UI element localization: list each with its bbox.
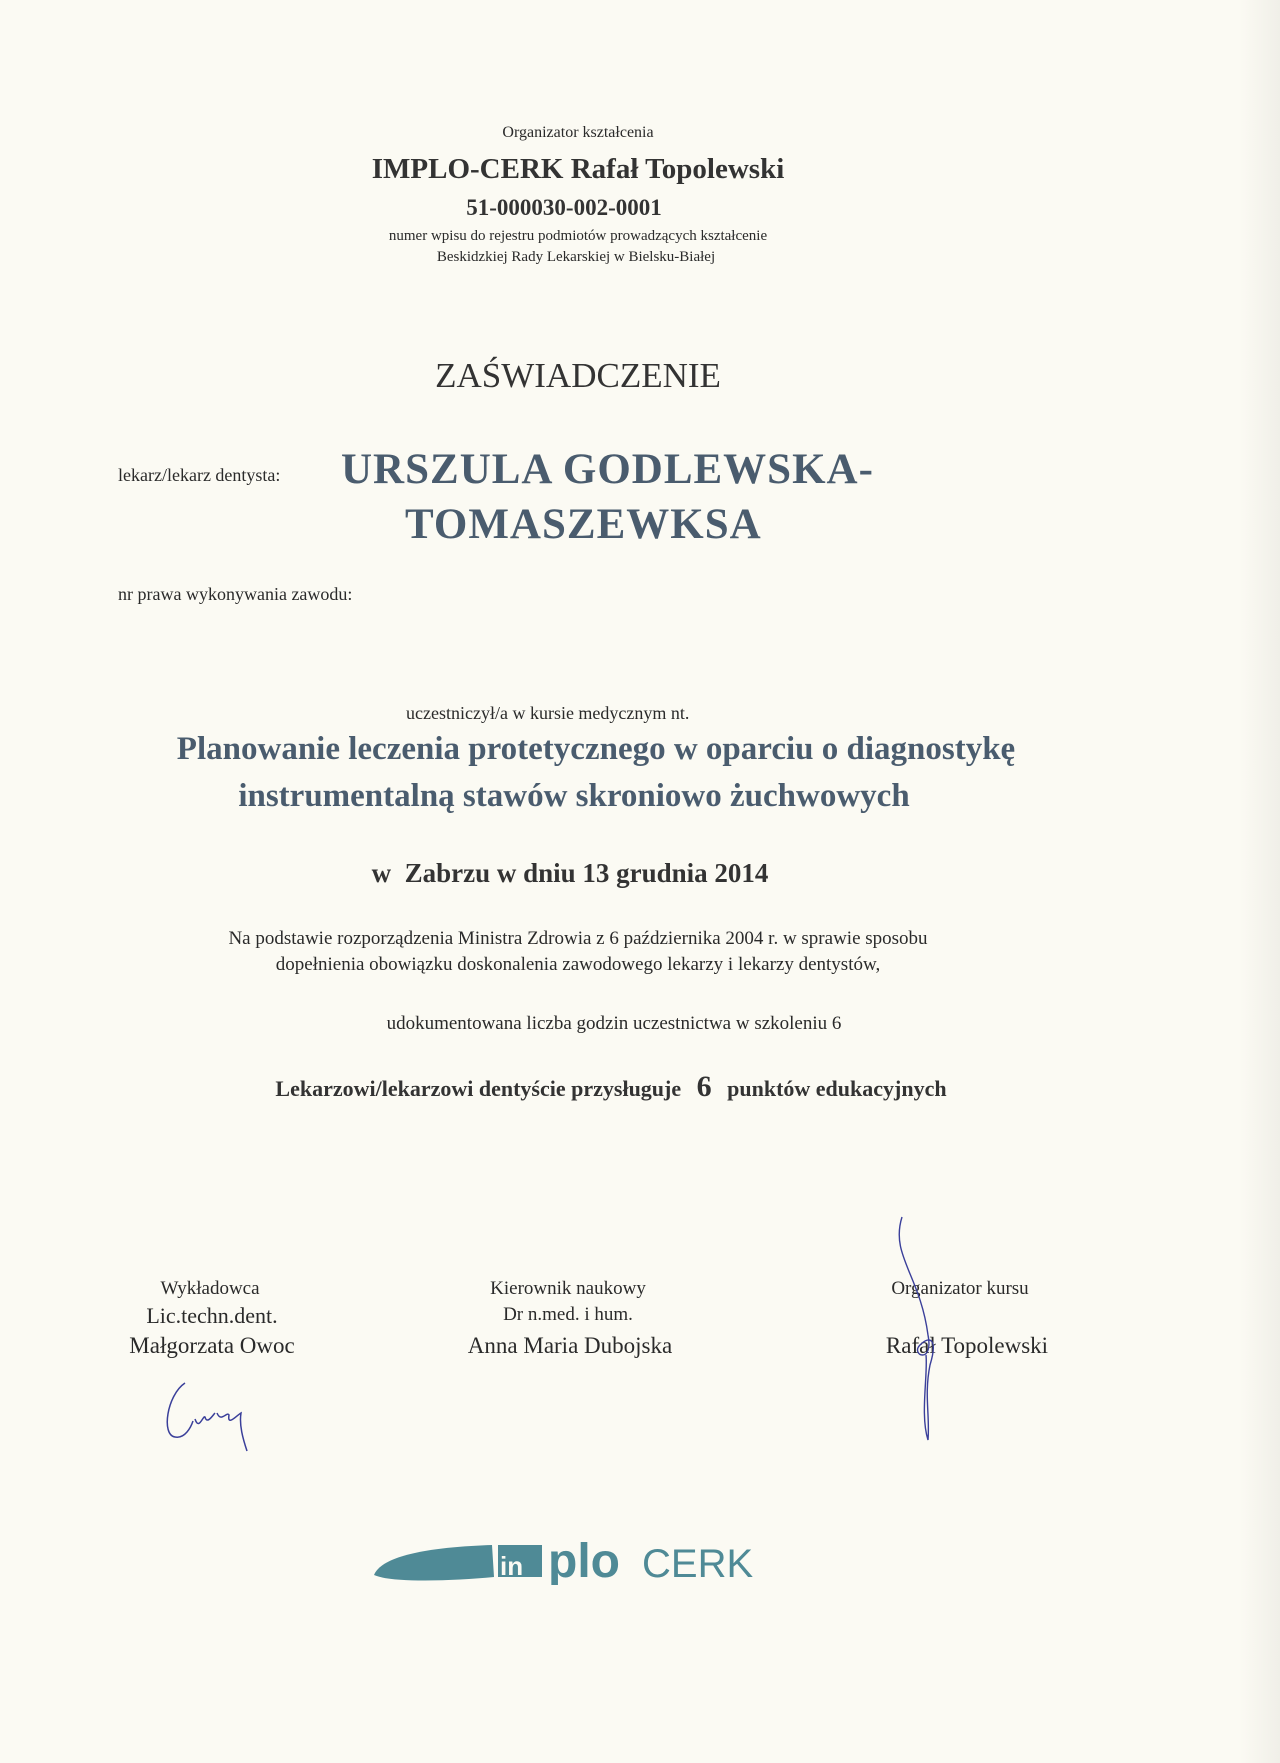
recipient-name-line-1: URSZULA GODLEWSKA-	[341, 446, 874, 493]
registry-line-1: numer wpisu do rejestru podmiotów prowadzących kształcenie	[388, 228, 768, 244]
recipient-label: lekarz/lekarz dentysta:	[118, 465, 281, 485]
signature-title-lecturer: Lic.techn.dent.	[146, 1303, 278, 1328]
document-title: ZAŚWIADCZENIE	[435, 356, 721, 395]
legal-line-1: Na podstawie rozporządzenia Ministra Zdrowia z 6 października 2004 r. w sprawie sposobu	[228, 928, 928, 949]
logo-text-light: CERK	[642, 1542, 754, 1585]
recipient-name-line-2: TOMASZEWKSA	[405, 501, 762, 548]
signature-name-lecturer: Małgorzata Owoc	[129, 1333, 295, 1358]
signature-name-organizer: Rafał Topolewski	[885, 1333, 1049, 1358]
scan-edge-shadow	[1240, 0, 1280, 1763]
legal-line-2: dopełnienia obowiązku doskonalenia zawodowego lekarzy i lekarzy dentystów,	[275, 954, 881, 975]
signature-role-organizer: Organizator kursu	[891, 1278, 1029, 1299]
organizer-label: Organizator kształcenia	[502, 124, 654, 141]
signature-role-lecturer: Wykładowca	[160, 1278, 260, 1299]
points-value: 6	[696, 1070, 712, 1103]
registry-line-2: Beskidzkiej Rady Lekarskiej w Bielsku-Białej	[436, 249, 716, 265]
logo-text-bold: plo	[548, 1535, 620, 1585]
education-points	[275, 1072, 946, 1102]
handwritten-signature-organizer	[890, 1215, 950, 1445]
points-suffix: punktów edukacyjnych	[727, 1076, 947, 1101]
course-title-line-2: instrumentalną stawów skroniowo żuchwowych	[238, 778, 910, 814]
signature-role-scientific-head: Kierownik naukowy	[490, 1278, 646, 1299]
signature-name-scientific-head: Anna Maria Dubojska	[467, 1333, 673, 1358]
implocerk-logo	[372, 1525, 792, 1585]
course-intro: uczestniczył/a w kursie medycznym nt.	[406, 703, 690, 723]
handwritten-signature-lecturer	[155, 1375, 265, 1455]
registry-number: 51-000030-002-0001	[466, 195, 662, 220]
license-number-label: nr prawa wykonywania zawodu:	[118, 584, 353, 604]
signature-title-scientific-head: Dr n.med. i hum.	[503, 1304, 633, 1325]
course-title-line-1: Planowanie leczenia protetycznego w oparciu o diagnostykę	[176, 731, 1016, 767]
training-hours: udokumentowana liczba godzin uczestnictwa w szkoleniu 6	[386, 1013, 842, 1034]
svg-text:in: in	[500, 1551, 524, 1581]
points-prefix: Lekarzowi/lekarzowi dentyście przysługuje	[275, 1076, 682, 1101]
course-place-date: w Zabrzu w dniu 13 grudnia 2014	[371, 858, 769, 888]
organizer-name: IMPLO-CERK Rafał Topolewski	[371, 153, 785, 185]
